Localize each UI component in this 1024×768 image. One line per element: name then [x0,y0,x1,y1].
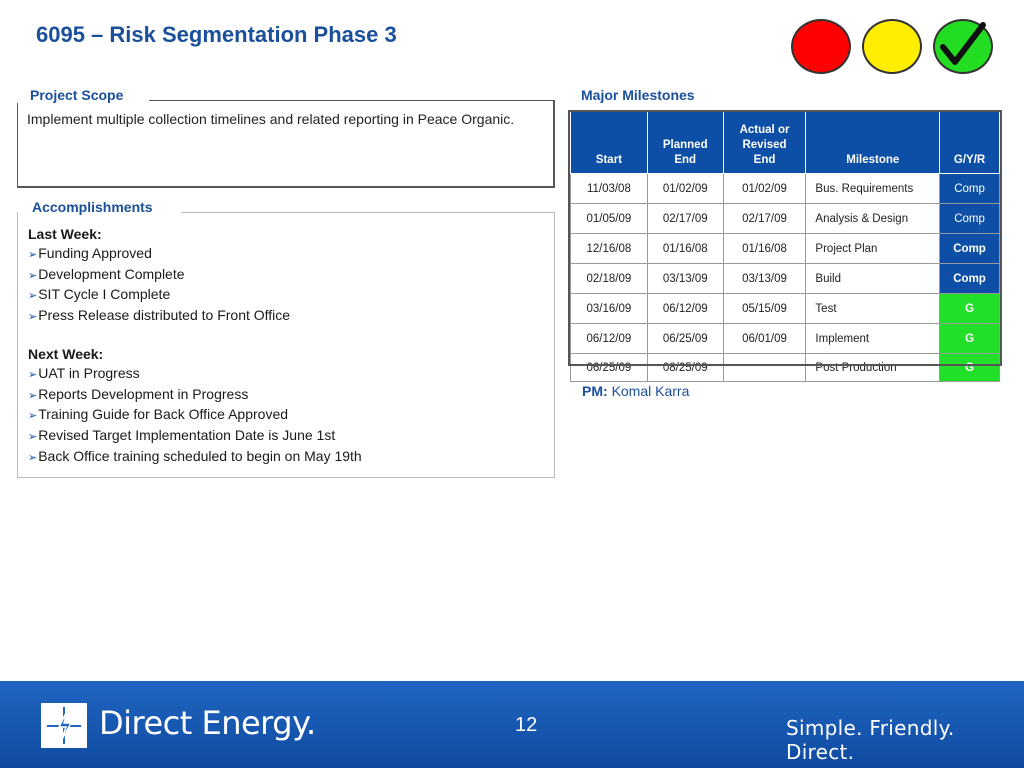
cell-milestone: Implement [806,324,940,354]
status-badge: G [940,294,1000,324]
cell-actual: 06/01/09 [723,324,806,354]
cell-actual: 01/02/09 [723,174,806,204]
cell-milestone: Bus. Requirements [806,174,940,204]
major-milestones-title: Major Milestones [581,87,695,103]
cell-milestone: Post Production [806,354,940,382]
page-number: 12 [515,714,538,736]
last-week-heading: Last Week: [28,226,102,242]
cell-planned: 08/25/09 [647,354,723,382]
table-header-row [571,112,1000,174]
cell-start: 06/25/09 [571,354,648,382]
cell-planned: 03/13/09 [647,264,723,294]
cell-actual: 05/15/09 [723,294,806,324]
list-item: ➢ UAT in Progress [28,364,362,385]
table-row [571,294,1000,324]
cell-planned: 06/12/09 [647,294,723,324]
cell-actual: 01/16/08 [723,234,806,264]
next-week-heading: Next Week: [28,345,104,362]
slide-title: 6095 – Risk Segmentation Phase 3 [36,22,397,47]
accomplishments-label: Accomplishments [18,199,181,215]
list-item: ➢ SIT Cycle I Complete [28,285,362,306]
table-row [571,264,1000,294]
table-row [571,174,1000,204]
list-item: ➢ Press Release distributed to Front Office [28,306,362,327]
milestones-table [570,112,1000,382]
project-scope-text: Implement multiple collection timelines and related reporting in Peace Organic. [27,111,515,127]
list-item: ➢ Development Complete [28,265,362,286]
cell-milestone: Test [806,294,940,324]
project-scope-label: Project Scope [16,87,149,103]
accomplishments-body [28,225,362,468]
list-item: ➢ Training Guide for Back Office Approved [28,405,362,426]
list-item: ➢ Funding Approved [28,244,362,265]
yellow-status-light [862,19,922,74]
cell-milestone: Build [806,264,940,294]
cell-start: 02/18/09 [571,264,648,294]
direct-energy-logo-text: Direct Energy. [99,704,316,742]
cell-actual [723,354,806,382]
next-week-list [28,364,362,468]
pm-name: Komal Karra [611,383,690,399]
project-manager [582,383,689,399]
footer-tagline: Simple. Friendly. Direct. [786,716,955,764]
table-row [571,354,1000,382]
header-start: Start [571,112,648,174]
cell-start: 06/12/09 [571,324,648,354]
status-badge: Comp [940,234,1000,264]
header-actual-end: Actual or Revised End [723,112,806,174]
status-badge: Comp [940,264,1000,294]
cell-planned: 02/17/09 [647,204,723,234]
table-row [571,234,1000,264]
table-row [571,204,1000,234]
status-badge: Comp [940,174,1000,204]
direct-energy-logo-icon [41,703,87,748]
cell-planned: 01/02/09 [647,174,723,204]
status-badge: G [940,354,1000,382]
header-milestone: Milestone [806,112,940,174]
list-item: ➢ Reports Development in Progress [28,385,362,406]
last-week-list [28,244,362,327]
cell-start: 11/03/08 [571,174,648,204]
status-badge: G [940,324,1000,354]
header-gyr: G/Y/R [940,112,1000,174]
checkmark-icon [933,19,993,74]
status-badge: Comp [940,204,1000,234]
red-status-light [791,19,851,74]
table-row [571,324,1000,354]
cell-actual: 02/17/09 [723,204,806,234]
cell-start: 12/16/08 [571,234,648,264]
cell-start: 03/16/09 [571,294,648,324]
cell-milestone: Analysis & Design [806,204,940,234]
cell-planned: 01/16/08 [647,234,723,264]
cell-actual: 03/13/09 [723,264,806,294]
list-item: ➢ Back Office training scheduled to begin on May 19th [28,447,362,468]
pm-label: PM: [582,383,608,399]
cell-milestone: Project Plan [806,234,940,264]
cell-planned: 06/25/09 [647,324,723,354]
header-planned-end: Planned End [647,112,723,174]
cell-start: 01/05/09 [571,204,648,234]
list-item: ➢ Revised Target Implementation Date is June 1st [28,426,362,447]
